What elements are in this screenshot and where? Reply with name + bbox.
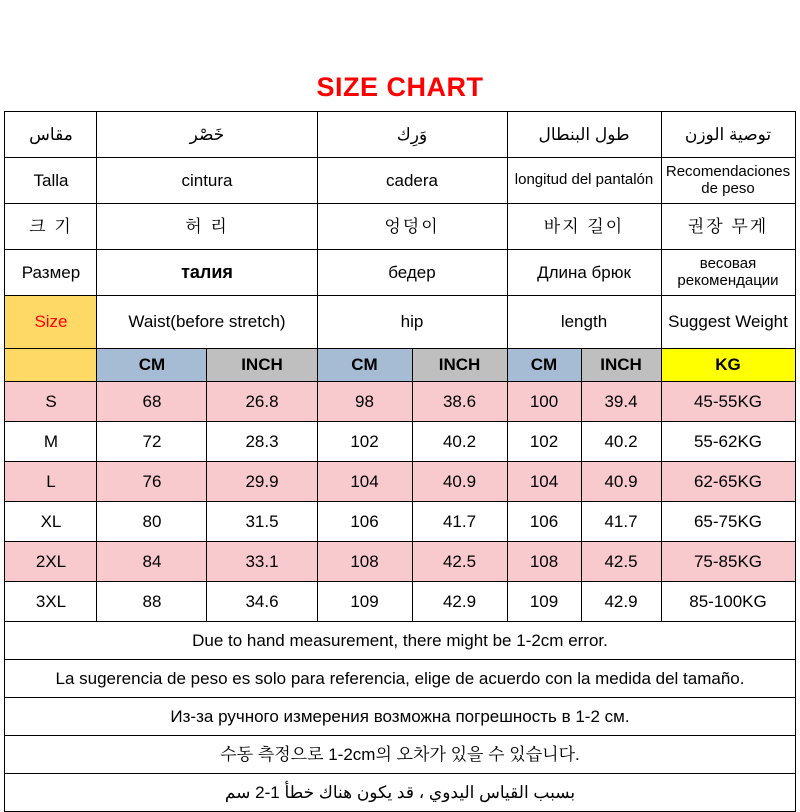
header-spanish-size: Talla: [5, 158, 97, 204]
row-hip-inch: 42.9: [412, 582, 507, 622]
table-row: [5, 582, 795, 622]
row-waist-cm: 76: [97, 462, 207, 502]
note-text: 수동 측정으로 1-2cm의 오차가 있을 수 있습니다.: [5, 736, 795, 774]
row-size: M: [5, 422, 97, 462]
row-hip-cm: 104: [317, 462, 412, 502]
row-hip-cm: 102: [317, 422, 412, 462]
row-length-cm: 104: [507, 462, 581, 502]
row-waist-inch: 28.3: [207, 422, 317, 462]
unit-weight-kg: KG: [661, 349, 795, 382]
page-title: SIZE CHART: [316, 72, 484, 102]
note-row-korean: [5, 736, 795, 774]
header-russian-size: Размер: [5, 250, 97, 296]
header-english-length: length: [507, 296, 661, 349]
row-length-cm: 102: [507, 422, 581, 462]
unit-waist-inch: INCH: [207, 349, 317, 382]
row-hip-cm: 109: [317, 582, 412, 622]
row-length-inch: 42.5: [581, 542, 661, 582]
row-hip-inch: 38.6: [412, 382, 507, 422]
table-row: [5, 382, 795, 422]
header-english-waist: Waist(before stretch): [97, 296, 317, 349]
header-russian-hip: бедер: [317, 250, 507, 296]
row-length-inch: 40.2: [581, 422, 661, 462]
row-hip-inch: 40.2: [412, 422, 507, 462]
row-hip-cm: 98: [317, 382, 412, 422]
row-waist-inch: 33.1: [207, 542, 317, 582]
row-length-inch: 41.7: [581, 502, 661, 542]
header-row-arabic: [5, 112, 795, 158]
header-spanish-weight: Recomendaciones de peso: [661, 158, 795, 204]
row-size: 2XL: [5, 542, 97, 582]
row-length-cm: 109: [507, 582, 581, 622]
note-text: بسبب القياس اليدوي ، قد يكون هناك خطأ 1-2 سم: [5, 774, 795, 812]
unit-size-blank: [5, 349, 97, 382]
row-hip-cm: 108: [317, 542, 412, 582]
table-row: [5, 542, 795, 582]
header-english-weight: Suggest Weight: [661, 296, 795, 349]
row-waist-inch: 29.9: [207, 462, 317, 502]
row-size: XL: [5, 502, 97, 542]
header-spanish-waist: cintura: [97, 158, 317, 204]
header-arabic-waist: خَصْر: [97, 112, 317, 158]
size-chart-table: [4, 111, 795, 812]
header-korean-waist: 허 리: [97, 204, 317, 250]
size-chart-container: [0, 72, 800, 812]
row-waist-inch: 26.8: [207, 382, 317, 422]
row-weight: 75-85KG: [661, 542, 795, 582]
unit-row: [5, 349, 795, 382]
unit-length-inch: INCH: [581, 349, 661, 382]
note-row-russian: [5, 698, 795, 736]
header-arabic-size: مقاس: [5, 112, 97, 158]
note-text: La sugerencia de peso es solo para referencia, elige de acuerdo con la medida del tamaño.: [5, 660, 795, 698]
header-korean-weight: 권장 무게: [661, 204, 795, 250]
unit-hip-cm: CM: [317, 349, 412, 382]
row-waist-inch: 34.6: [207, 582, 317, 622]
header-row-korean: [5, 204, 795, 250]
header-row-russian: [5, 250, 795, 296]
row-length-inch: 42.9: [581, 582, 661, 622]
note-text: Due to hand measurement, there might be 1-2cm error.: [5, 622, 795, 660]
header-english-hip: hip: [317, 296, 507, 349]
header-arabic-length: طول البنطال: [507, 112, 661, 158]
row-weight: 55-62KG: [661, 422, 795, 462]
row-length-inch: 39.4: [581, 382, 661, 422]
table-row: [5, 422, 795, 462]
row-weight: 85-100KG: [661, 582, 795, 622]
row-length-cm: 108: [507, 542, 581, 582]
row-waist-cm: 72: [97, 422, 207, 462]
row-length-inch: 40.9: [581, 462, 661, 502]
note-row-english: [5, 622, 795, 660]
row-waist-inch: 31.5: [207, 502, 317, 542]
header-russian-waist: талия: [97, 250, 317, 296]
header-korean-size: 크 기: [5, 204, 97, 250]
row-hip-cm: 106: [317, 502, 412, 542]
header-korean-length: 바지 길이: [507, 204, 661, 250]
row-weight: 62-65KG: [661, 462, 795, 502]
header-english-size: Size: [5, 296, 97, 349]
row-weight: 45-55KG: [661, 382, 795, 422]
header-korean-hip: 엉덩이: [317, 204, 507, 250]
note-row-arabic: [5, 774, 795, 812]
header-russian-length: Длина брюк: [507, 250, 661, 296]
unit-hip-inch: INCH: [412, 349, 507, 382]
row-waist-cm: 80: [97, 502, 207, 542]
row-length-cm: 100: [507, 382, 581, 422]
header-spanish-length: longitud del pantalón: [507, 158, 661, 204]
table-row: [5, 462, 795, 502]
note-text: Из-за ручного измерения возможна погрешность в 1-2 см.: [5, 698, 795, 736]
unit-waist-cm: CM: [97, 349, 207, 382]
row-waist-cm: 84: [97, 542, 207, 582]
note-row-spanish: [5, 660, 795, 698]
header-russian-weight: весовая рекомендации: [661, 250, 795, 296]
row-weight: 65-75KG: [661, 502, 795, 542]
row-length-cm: 106: [507, 502, 581, 542]
header-spanish-hip: cadera: [317, 158, 507, 204]
header-row-spanish: [5, 158, 795, 204]
header-row-english: [5, 296, 795, 349]
row-size: L: [5, 462, 97, 502]
row-waist-cm: 68: [97, 382, 207, 422]
row-waist-cm: 88: [97, 582, 207, 622]
unit-length-cm: CM: [507, 349, 581, 382]
header-arabic-weight: توصية الوزن: [661, 112, 795, 158]
row-size: S: [5, 382, 97, 422]
row-size: 3XL: [5, 582, 97, 622]
table-row: [5, 502, 795, 542]
row-hip-inch: 40.9: [412, 462, 507, 502]
header-arabic-hip: وَرِك: [317, 112, 507, 158]
row-hip-inch: 41.7: [412, 502, 507, 542]
row-hip-inch: 42.5: [412, 542, 507, 582]
